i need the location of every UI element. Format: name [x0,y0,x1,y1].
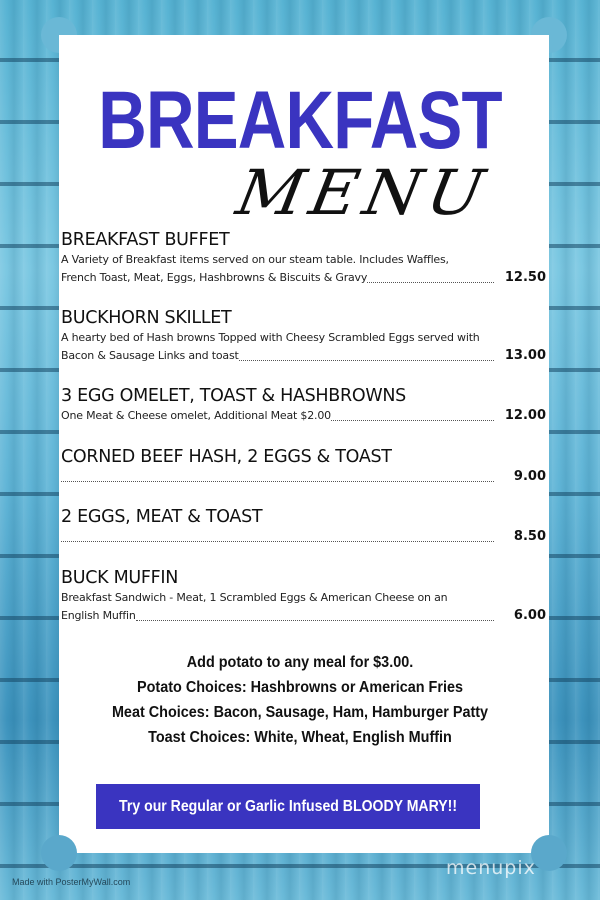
watermark-logo: menupix [446,857,536,879]
dotted-leader [136,607,500,625]
dotted-leader [61,468,500,486]
item-price: 6.00 [513,608,546,623]
item-name: 3 EGG OMELET, TOAST & HASHBROWNS [61,386,406,406]
dotted-leader [61,528,500,546]
item-name: 2 EGGS, MEAT & TOAST [61,507,263,527]
banner-text: Try our Regular or Garlic Infused BLOODY MARY!! [119,797,457,815]
menu-extras [0,650,600,750]
item-name: BUCK MUFFIN [61,568,179,588]
extras-line: Toast Choices: White, Wheat, English Muffin [148,729,452,746]
item-price: 8.50 [513,529,546,544]
item-price: 9.00 [513,469,546,484]
item-description-line: French Toast, Meat, Eggs, Hashbrowns & Biscuits & Gravy [61,271,368,284]
extras-line: Potato Choices: Hashbrowns or American Fries [137,679,463,696]
item-price: 12.00 [504,408,546,423]
extras-line: Add potato to any meal for $3.00. [186,654,414,671]
menu-item-egg-omelet [61,385,546,425]
extras-line: Meat Choices: Bacon, Sausage, Ham, Hamburger Patty [111,704,489,721]
menu-item-buckhorn-skillet [61,307,546,365]
menu-item-buck-muffin [61,567,546,625]
menu-item-corned-beef-hash [61,446,546,486]
dotted-leader [367,269,500,287]
credit-text: Made with PosterMyWall.com [12,877,131,887]
item-name: BUCKHORN SKILLET [61,308,232,328]
card-corner-notch [41,835,77,871]
item-price: 13.00 [504,348,546,363]
menu-subtitle: MENU [231,156,496,229]
item-description-line: A Variety of Breakfast items served on our steam table. Includes Waffles, [61,253,449,266]
item-name: CORNED BEEF HASH, 2 EGGS & TOAST [61,447,392,467]
dotted-leader [331,407,500,425]
item-description-line: A hearty bed of Hash browns Topped with Cheesy Scrambled Eggs served with [61,331,480,344]
card-corner-notch [531,835,567,871]
item-price: 12.50 [504,270,546,285]
bloody-mary-banner [96,784,480,829]
item-description-line: One Meat & Cheese omelet, Additional Meat $2.00 [61,409,331,422]
menu-title: BREAKFAST [98,75,502,166]
menu-item-eggs-meat-toast [61,506,546,546]
item-description-line: English Muffin [61,609,136,622]
menu-item-breakfast-buffet [61,229,546,287]
item-description-line: Bacon & Sausage Links and toast [61,349,239,362]
item-name: BREAKFAST BUFFET [61,230,230,250]
item-description-line: Breakfast Sandwich - Meat, 1 Scrambled Eggs & American Cheese on an [61,591,448,604]
dotted-leader [239,347,500,365]
